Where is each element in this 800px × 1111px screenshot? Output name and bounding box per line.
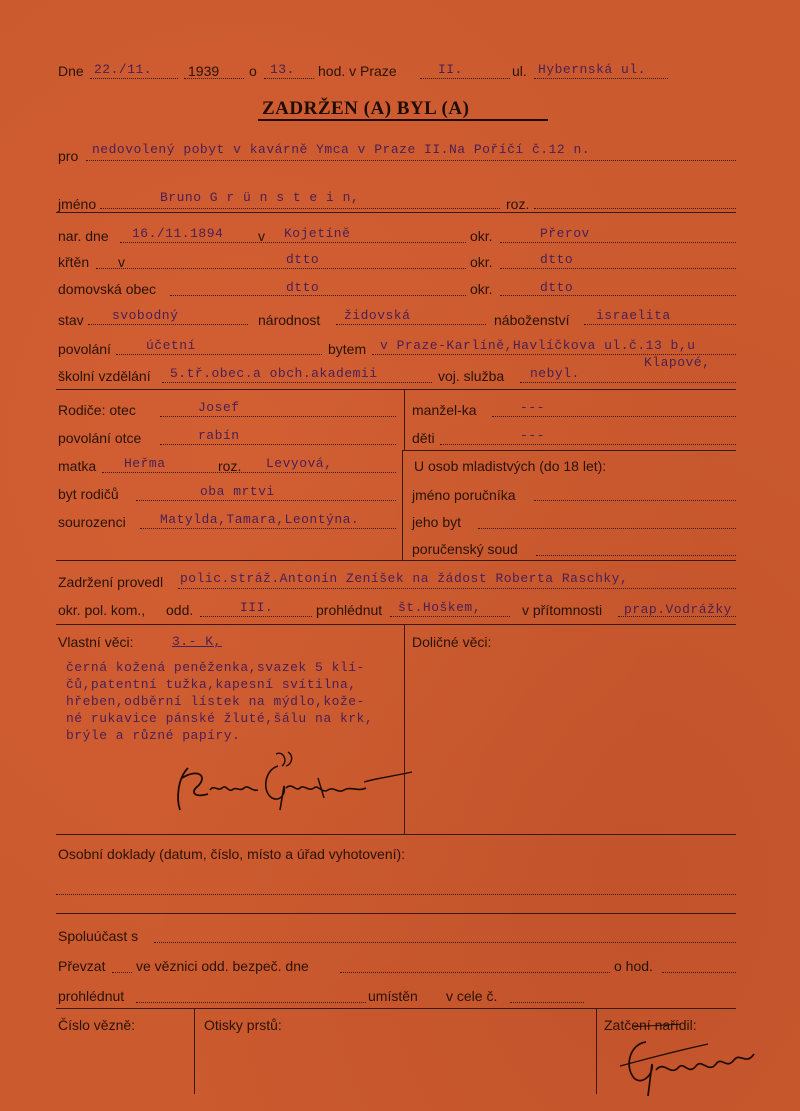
birth-date: 16./11.1894 bbox=[132, 226, 224, 241]
education-value: 5.tř.obec.a obch.akademii bbox=[170, 366, 378, 381]
birth-label: nar. dne bbox=[58, 228, 109, 244]
presence-value: prap.Vodrážky bbox=[624, 602, 732, 617]
belongings-line-4: né rukavice pánské žluté,šálu na krk, bbox=[66, 711, 374, 726]
guardian-court-label: poručenský soud bbox=[412, 541, 518, 557]
belongings-line-3: hřeben,odběrní lístek na mýdlo,kože- bbox=[66, 694, 365, 709]
children-value: --- bbox=[520, 428, 545, 443]
status-value: svobodný bbox=[112, 308, 179, 323]
name-value: Bruno G r ü n s t e i n, bbox=[160, 190, 360, 205]
siblings-value: Matylda,Tamara,Leontýna. bbox=[160, 512, 360, 527]
hour-value: 13. bbox=[270, 62, 295, 77]
name-label: jméno bbox=[58, 196, 97, 212]
domicile-okr: dtto bbox=[540, 280, 574, 295]
spouse-value: --- bbox=[520, 400, 545, 415]
detainee-signature bbox=[168, 748, 418, 818]
spouse-label: manžel-ka bbox=[412, 402, 477, 418]
residence-value-cont: Klapové, bbox=[644, 355, 711, 370]
baptism-in-label: v bbox=[118, 254, 125, 270]
parents-residence-label: byt rodičů bbox=[58, 486, 119, 502]
birth-in-label: v bbox=[258, 228, 265, 244]
baptism-place: dtto bbox=[286, 252, 320, 267]
belongings-line-1: černá kožená peněženka,svazek 5 klí- bbox=[66, 660, 365, 675]
prisoner-number-label: Číslo vězně: bbox=[58, 1017, 136, 1033]
searched-value: št.Hoškem, bbox=[398, 600, 482, 615]
searched-label-2: prohlédnut bbox=[58, 988, 125, 1004]
roz-label: roz. bbox=[506, 196, 530, 212]
minors-label: U osob mladistvých (do 18 let): bbox=[414, 458, 607, 474]
date-value: 22./11. bbox=[94, 62, 153, 77]
military-value: nebyl. bbox=[530, 366, 580, 381]
mother-born-value: Levyová, bbox=[266, 456, 333, 471]
district-value: II. bbox=[438, 62, 463, 77]
military-label: voj. služba bbox=[438, 368, 505, 384]
birth-okr: Přerov bbox=[540, 226, 590, 241]
mother-born-label: roz. bbox=[218, 458, 242, 474]
domicile-label: domovská obec bbox=[58, 281, 157, 297]
mother-value: Heřma bbox=[124, 456, 166, 471]
religion-label: náboženství bbox=[494, 312, 570, 328]
residence-label: bytem bbox=[328, 341, 367, 357]
year-value: 1939 bbox=[188, 63, 220, 79]
belongings-line-2: čů,patentní tužka,kapesní svítilna, bbox=[66, 677, 357, 692]
residence-value: v Praze-Karlíně,Havlíčkova ul.č.13 b,u bbox=[380, 338, 696, 353]
prison-date-label: ve věznici odd. bezpeč. dne bbox=[136, 958, 309, 974]
baptism-label: křtěn bbox=[58, 254, 90, 270]
arrested-by-value: polic.stráž.Antonín Zeníšek na žádost Roberta Raschky, bbox=[180, 571, 629, 586]
baptism-okr-label: okr. bbox=[470, 254, 493, 270]
birth-place: Kojetíně bbox=[284, 226, 351, 241]
accomplice-label: Spoluúčast s bbox=[58, 928, 139, 944]
father-label: Rodiče: otec bbox=[58, 402, 136, 418]
presence-label: v přítomnosti bbox=[522, 602, 603, 618]
evidence-label: Doličné věci: bbox=[412, 634, 492, 650]
date-label: Dne bbox=[58, 63, 84, 79]
cell-label: v cele č. bbox=[446, 988, 498, 1004]
hour-label-2: o hod. bbox=[614, 958, 653, 974]
arrested-by-label: Zadržení provedl bbox=[58, 574, 164, 590]
religion-value: israelita bbox=[596, 308, 671, 323]
reason-label: pro bbox=[58, 148, 79, 164]
placed-label: umístěn bbox=[368, 988, 418, 1004]
transferred-label: Převzat bbox=[58, 958, 106, 974]
domicile-place: dtto bbox=[286, 280, 320, 295]
parents-residence-value: oba mrtvi bbox=[200, 484, 275, 499]
siblings-label: sourozenci bbox=[58, 514, 126, 530]
father-occupation-value: rabín bbox=[198, 428, 240, 443]
street-value: Hybernská ul. bbox=[538, 62, 646, 77]
guardian-residence-label: jeho byt bbox=[412, 514, 462, 530]
city-label: hod. v Praze bbox=[318, 63, 397, 79]
nationality-value: židovská bbox=[344, 308, 411, 323]
mother-label: matka bbox=[58, 458, 97, 474]
form-title: ZADRŽEN (A) BYL (A) bbox=[262, 98, 470, 119]
fingerprints-label: Otisky prstů: bbox=[204, 1017, 282, 1033]
father-value: Josef bbox=[198, 400, 240, 415]
status-label: stav bbox=[58, 312, 84, 328]
arrest-ordered-label: Zatčení nařídil: bbox=[604, 1017, 697, 1033]
officer-signature bbox=[612, 1030, 762, 1100]
searched-label: prohlédnut bbox=[316, 602, 383, 618]
documents-label: Osobní doklady (datum, číslo, místo a úřad vyhotovení): bbox=[58, 846, 406, 862]
belongings-label: Vlastní věci: bbox=[58, 634, 134, 650]
hour-label: o bbox=[249, 63, 257, 79]
children-label: děti bbox=[412, 430, 435, 446]
reason-value: nedovolený pobyt v kavárně Ymca v Praze II.Na Poříčí č.12 n. bbox=[92, 142, 591, 157]
domicile-okr-label: okr. bbox=[470, 281, 493, 297]
baptism-okr: dtto bbox=[540, 252, 574, 267]
nationality-label: národnost bbox=[258, 312, 321, 328]
education-label: školní vzdělání bbox=[58, 368, 151, 384]
guardian-name-label: jméno poručníka bbox=[412, 487, 516, 503]
father-occupation-label: povolání otce bbox=[58, 430, 142, 446]
occupation-value: účetní bbox=[146, 338, 196, 353]
police-district-label: okr. pol. kom., bbox=[58, 602, 146, 618]
occupation-label: povolání bbox=[58, 341, 111, 357]
police-dept-label: odd. bbox=[166, 602, 194, 618]
belongings-amount: 3.- K, bbox=[172, 634, 222, 649]
birth-okr-label: okr. bbox=[470, 228, 493, 244]
street-label: ul. bbox=[512, 63, 527, 79]
police-district-value: III. bbox=[240, 600, 274, 615]
belongings-line-5: brýle a různé papíry. bbox=[66, 728, 241, 743]
